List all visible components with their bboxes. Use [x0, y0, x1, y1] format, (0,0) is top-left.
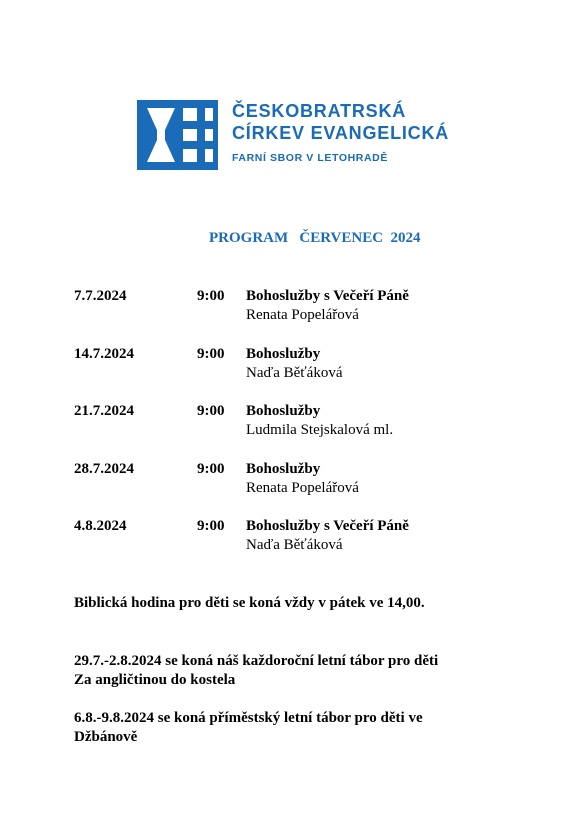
entry-time: 9:00: [197, 345, 225, 362]
day-camp-line-2: Džbánově: [74, 729, 138, 745]
entry-time: 9:00: [197, 460, 225, 477]
summer-camp-note: [74, 652, 544, 690]
entry-date: 4.8.2024: [74, 518, 127, 534]
entry-time: 9:00: [197, 288, 225, 304]
entry-time: 9:00: [197, 403, 225, 419]
entry-person: Naďa Běťáková: [246, 537, 343, 553]
logo-line-1: ČESKOBRATRSKÁ: [232, 101, 407, 121]
entry-service: Bohoslužby: [246, 403, 321, 419]
summer-camp-line-2: Za angličtinou do kostela: [74, 672, 236, 688]
summer-camp-line-1: 29.7.-2.8.2024 se koná náš každoroční letní tábor pro děti: [74, 653, 439, 669]
logo-line-2: CÍRKEV EVANGELICKÁ: [232, 123, 450, 143]
schedule-entry: [74, 346, 534, 404]
entry-service: Bohoslužby: [246, 460, 321, 477]
day-camp-note: [74, 709, 544, 747]
schedule-list: [74, 288, 534, 576]
schedule-entry: [74, 403, 534, 461]
entry-person: Renata Popelářová: [246, 479, 359, 496]
entry-time: 9:00: [197, 518, 225, 534]
logo-line-3: FARNÍ SBOR V LETOHRADĚ: [232, 152, 388, 164]
bible-hour-note: [74, 594, 544, 613]
chalice-cross-logo-icon: [137, 100, 218, 170]
church-logo: [137, 100, 477, 172]
entry-service: Bohoslužby s Večeří Páně: [246, 518, 409, 534]
entry-date: 28.7.2024: [74, 460, 134, 477]
entry-date: 7.7.2024: [74, 288, 127, 304]
entry-date: 14.7.2024: [74, 345, 134, 362]
entry-date: 21.7.2024: [74, 403, 134, 419]
day-camp-line-1: 6.8.-9.8.2024 se koná příměstský letní tábor pro děti ve: [74, 710, 423, 726]
logo-text: [232, 100, 449, 164]
entry-person: Ludmila Stejskalová ml.: [246, 422, 394, 438]
entry-person: Renata Popelářová: [246, 307, 359, 323]
entry-service: Bohoslužby: [246, 345, 321, 362]
page-title: PROGRAM ČERVENEC 2024: [209, 230, 421, 246]
schedule-entry: [74, 518, 534, 576]
bible-hour-text: Biblická hodina pro děti se koná vždy v pátek ve 14,00.: [74, 595, 425, 611]
entry-service: Bohoslužby s Večeří Páně: [246, 288, 409, 304]
schedule-entry: [74, 288, 534, 346]
schedule-entry: [74, 461, 534, 519]
entry-person: Naďa Běťáková: [246, 364, 343, 381]
